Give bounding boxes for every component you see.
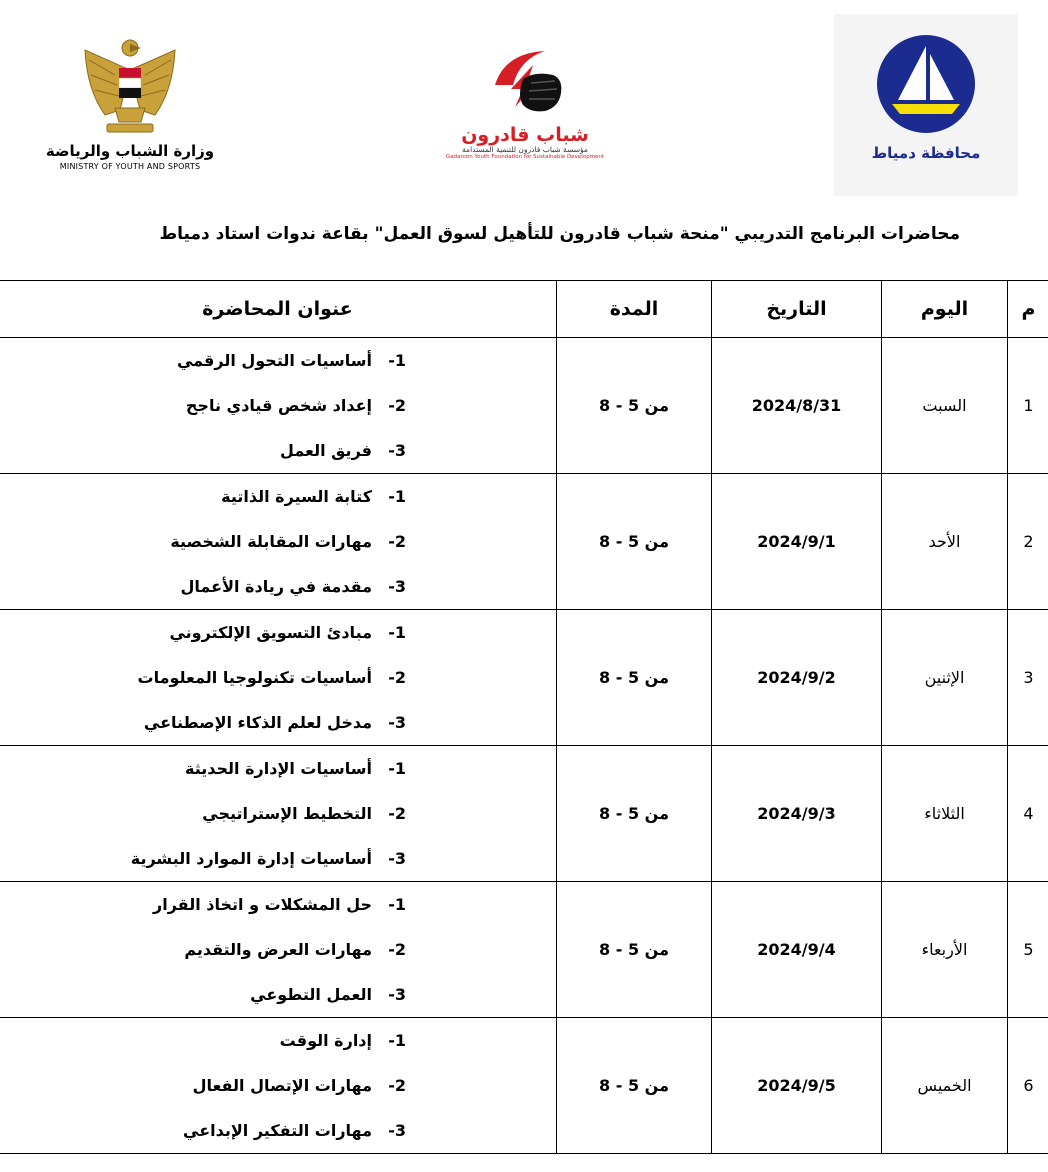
table-row	[0, 338, 1048, 474]
topic-text: كتابة السيرة الذاتية	[221, 487, 372, 506]
table-row	[0, 1018, 1048, 1154]
cell-day: الخميس	[882, 1018, 1008, 1154]
shabab-subtitle-en: Gadaroon Youth Foundation for Sustainable Development	[445, 154, 605, 160]
shabab-qadroon-logo	[445, 45, 605, 175]
topic-item	[0, 1018, 406, 1063]
header-day: اليوم	[882, 281, 1008, 338]
topic-number: 1-	[388, 759, 406, 778]
page-title: محاضرات البرنامج التدريبي "منحة شباب قادرون للتأهيل لسوق العمل" بقاعة ندوات استاد دمياط	[159, 224, 960, 244]
topic-number: 2-	[388, 1076, 406, 1095]
topic-text: أساسيات الإدارة الحديثة	[185, 759, 372, 778]
topic-text: مهارات التفكير الإبداعي	[183, 1121, 372, 1140]
shabab-name: شباب قادرون	[461, 124, 589, 146]
cell-day: الأحد	[882, 474, 1008, 610]
cell-duration: من 5 - 8	[557, 1018, 712, 1154]
topic-item	[0, 428, 406, 473]
cell-num: 4	[1008, 746, 1048, 882]
cell-duration: من 5 - 8	[557, 746, 712, 882]
cell-day: الإثنين	[882, 610, 1008, 746]
schedule-table	[0, 280, 1048, 1154]
ministry-name-en: MINISTRY OF YOUTH AND SPORTS	[59, 162, 201, 171]
topic-text: مهارات الإتصال الفعال	[192, 1076, 372, 1095]
topic-number: 2-	[388, 940, 406, 959]
header-title: عنوان المحاضرة	[0, 281, 557, 338]
cell-duration: من 5 - 8	[557, 610, 712, 746]
damietta-name: محافظة دمياط	[871, 144, 981, 162]
eagle-emblem-icon	[75, 30, 185, 140]
ministry-logo	[40, 30, 220, 190]
cell-date: 2024/9/3	[712, 746, 882, 882]
cell-num: 1	[1008, 338, 1048, 474]
fist-lightning-icon	[475, 45, 575, 125]
topic-text: العمل التطوعي	[250, 985, 372, 1004]
cell-topics	[0, 338, 557, 474]
cell-day: السبت	[882, 338, 1008, 474]
topic-item	[0, 972, 406, 1017]
topic-item	[0, 519, 406, 564]
topic-text: أساسيات التحول الرقمي	[176, 351, 372, 370]
topic-item	[0, 836, 406, 881]
cell-num: 6	[1008, 1018, 1048, 1154]
topic-item	[0, 700, 406, 745]
topic-number: 3-	[388, 713, 406, 732]
topic-number: 1-	[388, 351, 406, 370]
cell-topics	[0, 1018, 557, 1154]
topic-number: 3-	[388, 577, 406, 596]
cell-topics	[0, 746, 557, 882]
header-num: م	[1008, 281, 1048, 338]
table-row	[0, 610, 1048, 746]
cell-date: 2024/8/31	[712, 338, 882, 474]
cell-day: الأربعاء	[882, 882, 1008, 1018]
topic-number: 3-	[388, 985, 406, 1004]
topic-text: مهارات العرض والتقديم	[184, 940, 372, 959]
topic-item	[0, 927, 406, 972]
table-row	[0, 882, 1048, 1018]
topic-item	[0, 564, 406, 609]
table-row	[0, 474, 1048, 610]
topic-text: مهارات المقابلة الشخصية	[170, 532, 372, 551]
topic-item	[0, 383, 406, 428]
topic-item	[0, 610, 406, 655]
cell-day: الثلاثاء	[882, 746, 1008, 882]
topic-item	[0, 338, 406, 383]
header-date: التاريخ	[712, 281, 882, 338]
topic-item	[0, 1063, 406, 1108]
table-row	[0, 746, 1048, 882]
cell-duration: من 5 - 8	[557, 338, 712, 474]
topic-number: 2-	[388, 668, 406, 687]
topic-number: 3-	[388, 441, 406, 460]
topic-number: 3-	[388, 1121, 406, 1140]
topic-number: 1-	[388, 487, 406, 506]
topic-text: إدارة الوقت	[279, 1031, 372, 1050]
sailboat-icon	[876, 34, 976, 134]
topic-text: مبادئ التسويق الإلكتروني	[169, 623, 372, 642]
topic-item	[0, 791, 406, 836]
cell-date: 2024/9/1	[712, 474, 882, 610]
topic-item	[0, 882, 406, 927]
topic-item	[0, 1108, 406, 1153]
topic-number: 1-	[388, 895, 406, 914]
topic-text: أساسيات تكنولوجيا المعلومات	[137, 668, 372, 687]
cell-duration: من 5 - 8	[557, 882, 712, 1018]
topic-item	[0, 474, 406, 519]
table-header-row	[0, 281, 1048, 338]
topic-text: التخطيط الإستراتيجي	[202, 804, 372, 823]
ministry-name-ar: وزارة الشباب والرياضة	[45, 142, 215, 160]
cell-num: 5	[1008, 882, 1048, 1018]
topic-number: 2-	[388, 804, 406, 823]
topic-item	[0, 746, 406, 791]
topic-text: فريق العمل	[280, 441, 372, 460]
topic-number: 2-	[388, 396, 406, 415]
cell-topics	[0, 610, 557, 746]
topic-text: حل المشكلات و اتخاذ القرار	[153, 895, 372, 914]
topic-number: 1-	[388, 1031, 406, 1050]
shabab-subtitle-ar: مؤسسة شباب قادرون للتنمية المستدامة	[462, 145, 588, 154]
header-duration: المدة	[557, 281, 712, 338]
topic-text: أساسيات إدارة الموارد البشرية	[130, 849, 372, 868]
topic-text: إعداد شخص قيادي ناجح	[185, 396, 372, 415]
cell-topics	[0, 474, 557, 610]
cell-num: 2	[1008, 474, 1048, 610]
cell-topics	[0, 882, 557, 1018]
topic-number: 2-	[388, 532, 406, 551]
topic-number: 3-	[388, 849, 406, 868]
topic-text: مدخل لعلم الذكاء الإصطناعي	[143, 713, 372, 732]
cell-date: 2024/9/5	[712, 1018, 882, 1154]
cell-num: 3	[1008, 610, 1048, 746]
cell-date: 2024/9/2	[712, 610, 882, 746]
topic-item	[0, 655, 406, 700]
topic-text: مقدمة في ريادة الأعمال	[180, 577, 372, 596]
damietta-logo	[834, 14, 1018, 196]
cell-duration: من 5 - 8	[557, 474, 712, 610]
cell-date: 2024/9/4	[712, 882, 882, 1018]
topic-number: 1-	[388, 623, 406, 642]
